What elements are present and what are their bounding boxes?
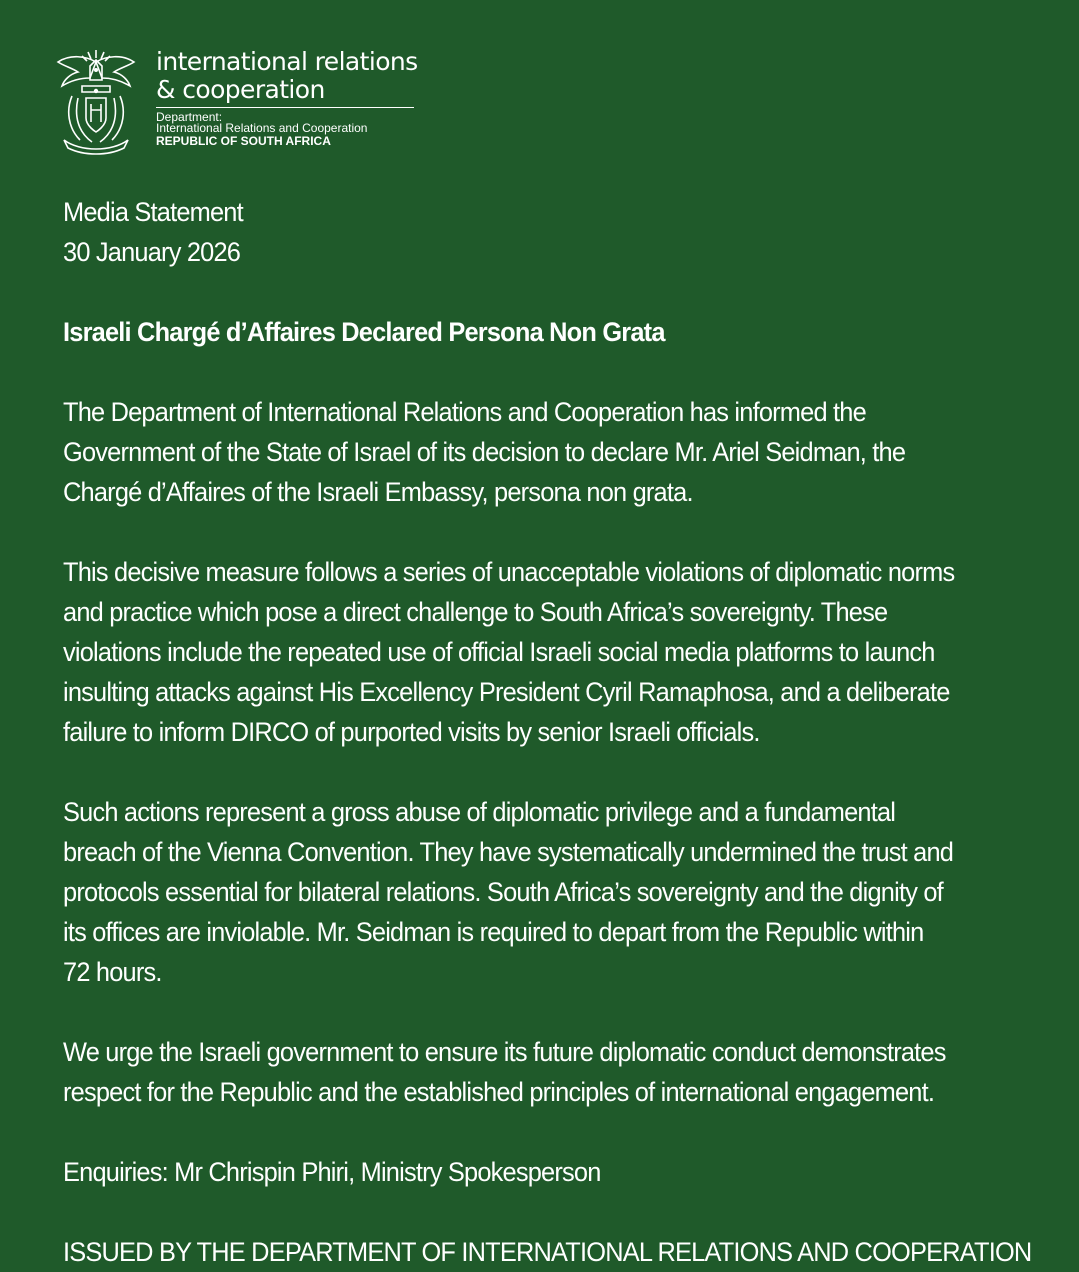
paragraph-line: Chargé d’Affaires of the Israeli Embassy, persona non grata. xyxy=(63,477,693,507)
paragraph-line: We urge the Israeli government to ensure its future diplomatic conduct demonstrates xyxy=(63,1037,946,1067)
paragraph-line: and practice which pose a direct challenge to South Africa’s sovereignty. These xyxy=(63,597,888,627)
paragraph-2 xyxy=(63,552,1063,752)
document-type: Media Statement xyxy=(63,197,243,227)
issued-by-text: ISSUED BY THE DEPARTMENT OF INTERNATIONAL RELATIONS AND COOPERATION xyxy=(63,1237,1032,1267)
paragraph-line: its offices are inviolable. Mr. Seidman is required to depart from the Republic within xyxy=(63,917,924,947)
coat-of-arms-icon xyxy=(52,46,140,158)
department-brand xyxy=(156,48,418,148)
brand-name-line-1: international relations xyxy=(156,47,418,76)
enquiries-text: Enquiries: Mr Chrispin Phiri, Ministry Spokesperson xyxy=(63,1157,601,1187)
paragraph-line: insulting attacks against His Excellency President Cyril Ramaphosa, and a deliberate xyxy=(63,677,950,707)
issued-by xyxy=(63,1232,1063,1272)
department-name: International Relations and Cooperation xyxy=(156,121,368,135)
paragraph-line: This decisive measure follows a series of unacceptable violations of diplomatic norms xyxy=(63,557,955,587)
paragraph-line: violations include the repeated use of official Israeli social media platforms to launch xyxy=(63,637,935,667)
paragraph-3 xyxy=(63,792,1063,992)
paragraph-line: The Department of International Relations and Cooperation has informed the xyxy=(63,397,866,427)
paragraph-line: 72 hours. xyxy=(63,957,162,987)
statement-body xyxy=(63,192,1063,1272)
country-name: REPUBLIC OF SOUTH AFRICA xyxy=(156,134,331,148)
document-date: 30 January 2026 xyxy=(63,237,241,267)
brand-divider xyxy=(156,107,414,108)
paragraph-4 xyxy=(63,1032,1063,1112)
department-label: Department: xyxy=(156,110,223,124)
paragraph-line: protocols essential for bilateral relations. South Africa’s sovereignty and the dignity of xyxy=(63,877,943,907)
letterhead xyxy=(52,46,432,161)
brand-name-line-2: & cooperation xyxy=(156,75,325,104)
paragraph-line: Such actions represent a gross abuse of diplomatic privilege and a fundamental xyxy=(63,797,896,827)
paragraph-line: Government of the State of Israel of its decision to declare Mr. Ariel Seidman, the xyxy=(63,437,906,467)
enquiries xyxy=(63,1152,1063,1192)
paragraph-1 xyxy=(63,392,1063,512)
paragraph-line: respect for the Republic and the established principles of international engagement. xyxy=(63,1077,935,1107)
paragraph-line: breach of the Vienna Convention. They have systematically undermined the trust and xyxy=(63,837,954,867)
paragraph-line: failure to inform DIRCO of purported visits by senior Israeli officials. xyxy=(63,717,760,747)
statement-title: Israeli Chargé d’Affaires Declared Persona Non Grata xyxy=(63,317,665,347)
